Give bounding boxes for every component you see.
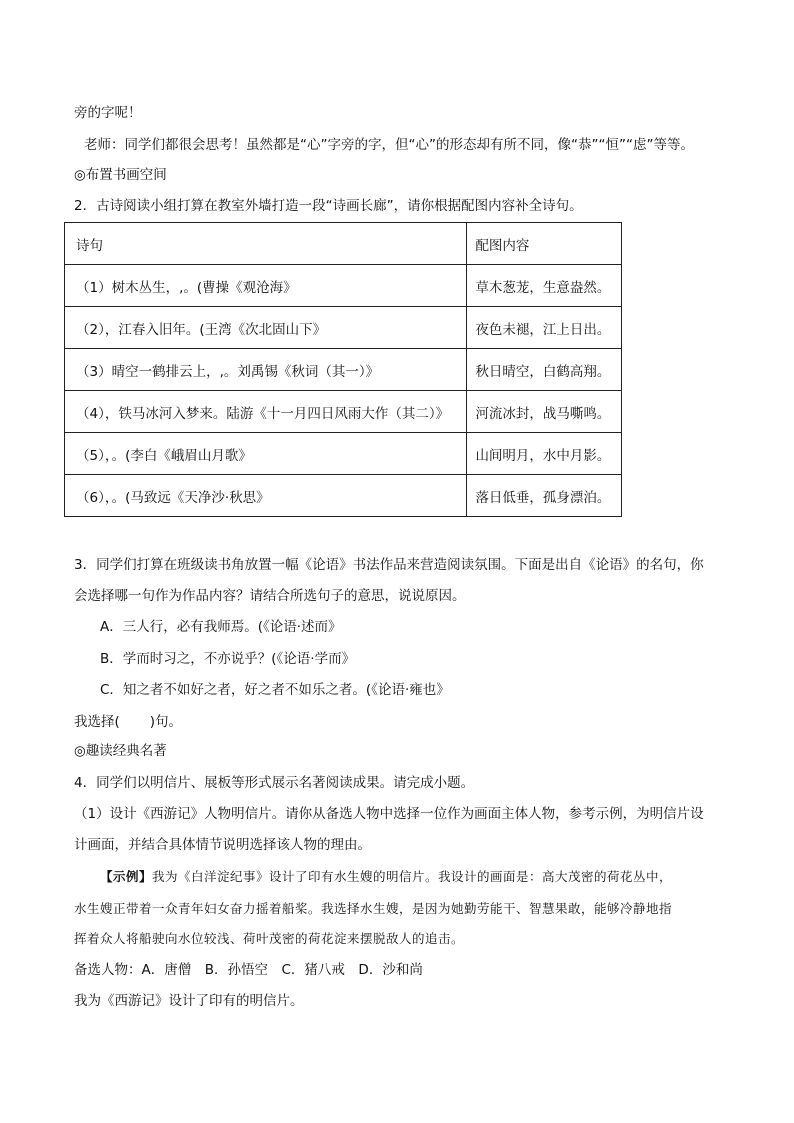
poem-cell: （6），。(马致远《天净沙·秋思》 xyxy=(65,475,467,517)
question-4-1-line-2: 计画面，并结合具体情节说明选择该人物的理由。 xyxy=(74,837,371,853)
question-4: 4．同学们以明信片、展板等形式展示名著阅读成果。请完成小题。 xyxy=(74,775,475,791)
example-line-2: 水生嫂正带着一众青年妇女奋力摇着船桨。我选择水生嫂，是因为她勤劳能干、智慧果敢，能够冷静地指 xyxy=(74,901,673,916)
question-2: 2．古诗阅读小组打算在教室外墙打造一段“诗画长廊”，请你根据配图内容补全诗句。 xyxy=(74,198,583,214)
question-3-line-1: 3．同学们打算在班级读书角放置一幅《论语》书法作品来营造阅读氛围。下面是出自《论语》的名句，你 xyxy=(74,557,704,573)
picture-cell: 山间明月，水中月影。 xyxy=(467,433,622,475)
poem-table xyxy=(64,222,622,517)
question-3-option-a: A．三人行，必有我师焉。(《论语·述而》 xyxy=(100,619,342,635)
answer-suffix: )句。 xyxy=(149,714,183,730)
picture-cell: 河流冰封，战马嘶鸣。 xyxy=(467,391,622,433)
table-row xyxy=(65,475,622,517)
poem-cell: （2），江春入旧年。(王湾《次北固山下》 xyxy=(65,307,467,349)
final-answer-line: 我为《西游记》设计了印有的明信片。 xyxy=(74,993,304,1009)
picture-cell: 落日低垂，孤身漂泊。 xyxy=(467,475,622,517)
table-header-row xyxy=(65,223,622,265)
table-row xyxy=(65,349,622,391)
candidate-characters: 备选人物：A．唐僧 B．孙悟空 C．猪八戒 D．沙和尚 xyxy=(74,962,423,978)
poem-cell: （1）树木丛生，,。(曹操《观沧海》 xyxy=(65,265,467,307)
picture-cell: 秋日晴空，白鹤高翔。 xyxy=(467,349,622,391)
question-3-option-c: C．知之者不如好之者，好之者不如乐之者。(《论语·雍也》 xyxy=(100,682,450,698)
example-tag: 【示例】 xyxy=(100,869,153,884)
section-heading-classics: ◎趣读经典名著 xyxy=(74,743,167,759)
table-header-poem: 诗句 xyxy=(65,223,467,265)
picture-cell: 夜色未褪，江上日出。 xyxy=(467,307,622,349)
intro-line-2: 老师：同学们都很会思考！虽然都是“心”字旁的字，但“心”的形态却有所不同，像“恭”“恒”“虑”等等。 xyxy=(84,137,694,153)
question-3-option-b: B．学而时习之，不亦说乎？(《论语·学而》 xyxy=(100,651,356,667)
picture-cell: 草木葱茏，生意盎然。 xyxy=(467,265,622,307)
example-text: 我为《白洋淀纪事》设计了印有水生嫂的明信片。我设计的画面是：高大茂密的荷花丛中， xyxy=(152,869,673,884)
question-4-1-line-1: （1）设计《西游记》人物明信片。请你从备选人物中选择一位作为画面主体人物，参考示例，为明信片设 xyxy=(74,806,704,822)
poem-cell: （4），铁马冰河入梦来。陆游《十一月四日风雨大作（其二）》 xyxy=(65,391,467,433)
table-row xyxy=(65,391,622,433)
question-3-line-2: 会选择哪一句作为作品内容？请结合所选句子的意思，说说原因。 xyxy=(74,588,466,604)
example-line-3: 挥着众人将船驶向水位较浅、荷叶茂密的荷花淀来摆脱敌人的追击。 xyxy=(74,931,465,946)
intro-line-1: 旁的字呢！ xyxy=(74,105,142,121)
table-row xyxy=(65,307,622,349)
table-header-picture: 配图内容 xyxy=(467,223,622,265)
table-row xyxy=(65,265,622,307)
question-3-answer xyxy=(74,712,182,732)
answer-prefix: 我选择( xyxy=(74,714,120,730)
poem-cell: （3）晴空一鹤排云上，,。刘禹锡《秋词（其一）》 xyxy=(65,349,467,391)
table-row xyxy=(65,433,622,475)
example-line-1 xyxy=(100,867,672,887)
section-heading-calligraphy: ◎布置书画空间 xyxy=(74,167,167,183)
poem-cell: （5），。(李白《峨眉山月歌》 xyxy=(65,433,467,475)
